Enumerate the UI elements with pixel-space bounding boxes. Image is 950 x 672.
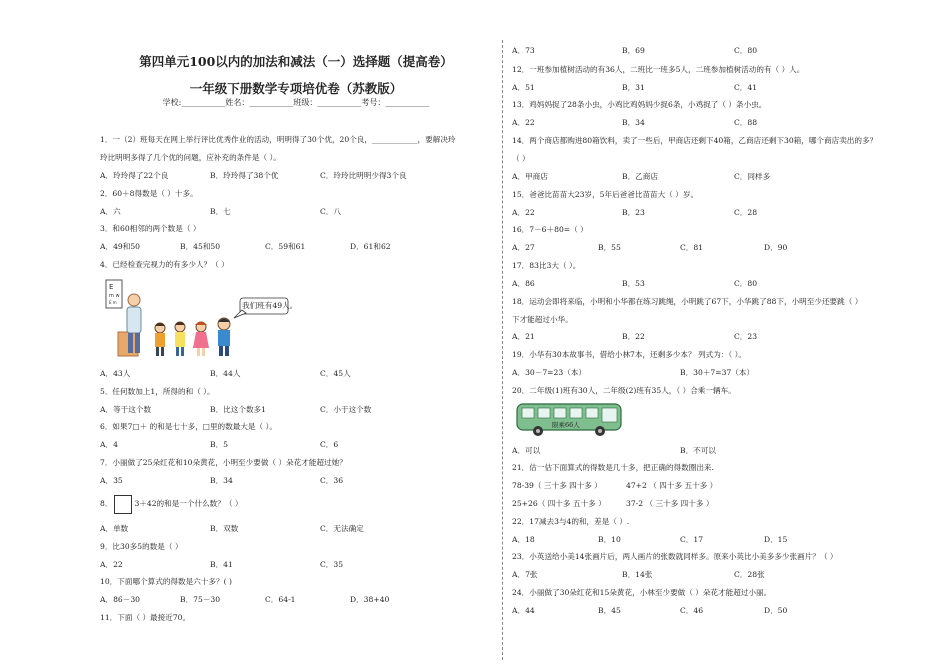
doctor-head	[128, 294, 140, 306]
q10-option-c[interactable]: C．64-1	[265, 595, 296, 604]
q8-text: 3＋42的和是一个什么数？（ ）	[134, 499, 243, 508]
question-2: 2．60＋8得数是（ ）十多。	[100, 189, 198, 198]
q4-option-b[interactable]: B．44人	[210, 369, 241, 378]
q12-option-c[interactable]: C．41	[734, 83, 758, 92]
q8-option-c[interactable]: C．无法确定	[320, 524, 364, 533]
question-18-line-2: 下才能超过小华。	[512, 315, 573, 324]
question-14-line-2: （ ）	[512, 154, 530, 163]
q9-option-a[interactable]: A．22	[100, 560, 123, 569]
q14-option-c[interactable]: C．同样多	[734, 172, 771, 181]
question-1-line-2: 玲比明明多得了几个优的问题，应补充的条件是（ ）。	[100, 153, 281, 162]
q23-option-b[interactable]: B．14张	[622, 570, 653, 579]
q21-row-1-b[interactable]: 47+2 （ 四十多 五十多 ）	[626, 481, 718, 490]
q1-option-a[interactable]: A．玲玲得了22个良	[100, 171, 169, 180]
q10-option-d[interactable]: D．38+40	[350, 595, 390, 604]
eye-test-illustration	[100, 276, 290, 362]
svg-text:E: E	[109, 283, 114, 291]
q8-option-a[interactable]: A．单数	[100, 524, 129, 533]
question-9: 9．比30多5的数是（ ）	[100, 542, 183, 551]
q23-option-c[interactable]: C．28张	[734, 570, 765, 579]
q4-option-a[interactable]: A．43人	[100, 369, 131, 378]
q17-option-c[interactable]: C．80	[734, 279, 758, 288]
q19-option-a[interactable]: A．30－7=23（本）	[512, 368, 586, 377]
q14-option-b[interactable]: B．乙商店	[622, 172, 658, 181]
q3-option-d[interactable]: D．61和62	[350, 242, 391, 251]
q14-option-a[interactable]: A．甲商店	[512, 172, 548, 181]
blank-box[interactable]	[114, 495, 132, 514]
q24-option-b[interactable]: B．45	[598, 606, 621, 615]
q17-option-b[interactable]: B．53	[622, 279, 645, 288]
question-18-line-1: 18．运动会即将来临，小明和小华都在练习跳绳，小明跳了67下，小华跳了88下，小明至少还要跳（ ）	[512, 297, 863, 306]
question-24: 24．小丽做了30朵红花和15朵黄花，小林至少要做（ ）朵花才能超过小丽。	[512, 588, 772, 597]
question-11: 11．下面（ ）最接近70。	[100, 613, 191, 622]
q5-option-b[interactable]: B．比这个数多1	[210, 405, 266, 414]
question-10: 10．下面哪个算式的得数是六十多？( )	[100, 577, 232, 586]
question-22: 22．17减去3与4的和，差是（ ）.	[512, 517, 630, 526]
q15-option-b[interactable]: B．23	[622, 208, 645, 217]
q7-option-c[interactable]: C．36	[320, 476, 344, 485]
q18-option-c[interactable]: C．23	[734, 332, 758, 341]
q18-option-b[interactable]: B．22	[622, 332, 645, 341]
page-title: 第四单元100以内的加法和减法（一）选择题（提高卷）	[139, 54, 453, 69]
q13-option-c[interactable]: C．88	[734, 118, 758, 127]
q15-option-a[interactable]: A．22	[512, 208, 535, 217]
q12-option-a[interactable]: A．51	[512, 83, 535, 92]
question-21: 21．估一估下面算式的得数是几十多，把正确的得数圈出来.	[512, 463, 714, 472]
q20-option-b[interactable]: B．不可以	[680, 446, 716, 455]
question-20: 20．二年级(1)班有30人，二年级(2)班有35人，（ ）合乘一辆车。	[512, 386, 736, 395]
q5-option-c[interactable]: C．小于这个数	[320, 405, 372, 414]
q22-option-c[interactable]: C．17	[680, 535, 704, 544]
question-1-line-1: 1．一（2）班每天在网上举行评比优秀作业的活动，明明得了30个优，20个良，____________，要解决玲	[100, 135, 456, 144]
q6-option-a[interactable]: A．4	[100, 440, 118, 449]
speech-bubble-text: 我们班有49人。	[242, 301, 298, 310]
q12-option-b[interactable]: B．31	[622, 83, 645, 92]
right-page	[512, 0, 912, 672]
q20-option-a[interactable]: A．可以	[512, 446, 541, 455]
q15-option-c[interactable]: C．28	[734, 208, 758, 217]
q16-option-a[interactable]: A．27	[512, 243, 535, 252]
q9-option-b[interactable]: B．41	[210, 560, 233, 569]
q10-option-a[interactable]: A．86－30	[100, 595, 140, 604]
question-4: 4．已经检查完视力的有多少人？（ ）	[100, 260, 229, 269]
q22-option-a[interactable]: A．18	[512, 535, 535, 544]
question-17: 17．83比3大（ ）。	[512, 261, 581, 270]
q3-option-c[interactable]: C．59和61	[265, 242, 306, 251]
question-19: 19．小华有30本故事书，借给小林7本，还剩多少本？ 列式为：（ ）。	[512, 350, 747, 359]
q13-option-a[interactable]: A．22	[512, 118, 535, 127]
q2-option-b[interactable]: B．七	[210, 207, 231, 216]
q4-option-c[interactable]: C．45人	[320, 369, 351, 378]
q23-option-a[interactable]: A．7张	[512, 570, 538, 579]
question-5: 5．任何数加上1，所得的和（ ）。	[100, 387, 215, 396]
question-16: 16．7－6＋80=（ ）	[512, 225, 588, 234]
question-3: 3．和60相邻的两个数是（ ）	[100, 224, 201, 233]
q17-option-a[interactable]: A．86	[512, 279, 535, 288]
q24-option-d[interactable]: D．50	[764, 606, 788, 615]
question-7: 7．小丽做了25朵红花和10朵黄花，小明至少要做（ ）朵花才能超过她？	[100, 458, 347, 467]
q7-option-b[interactable]: B．34	[210, 476, 233, 485]
question-13: 13．鸡妈妈捉了28条小虫，小鸡比鸡妈妈少捉6条，小鸡捉了（ ）条小虫。	[512, 100, 767, 109]
q24-option-a[interactable]: A．44	[512, 606, 535, 615]
q21-row-1-a[interactable]: 78-39（ 三十多 四十多 ）	[512, 481, 602, 490]
q1-option-b[interactable]: B．玲玲得了38个优	[210, 171, 279, 180]
q6-option-b[interactable]: B．5	[210, 440, 229, 449]
q11-option-a[interactable]: A．73	[512, 46, 535, 55]
page-divider	[502, 40, 503, 660]
q6-option-c[interactable]: C．6	[320, 440, 339, 449]
q19-option-b[interactable]: B．30＋7=37（本）	[680, 368, 755, 377]
q9-option-c[interactable]: C．35	[320, 560, 344, 569]
q24-option-c[interactable]: C．46	[680, 606, 704, 615]
svg-text:m w: m w	[109, 293, 120, 299]
q21-row-2-a[interactable]: 25+26（ 四十多 五十多 ）	[512, 499, 606, 508]
question-12: 12．一班参加植树活动的有36人，二班比一班多5人，二班参加植树活动的有（ ）人。	[512, 65, 805, 74]
q11-option-b[interactable]: B．69	[622, 46, 645, 55]
q16-option-d[interactable]: D．90	[764, 243, 788, 252]
left-page	[96, 0, 496, 672]
q3-option-a[interactable]: A．49和50	[100, 242, 140, 251]
q11-option-c[interactable]: C．80	[734, 46, 758, 55]
q16-option-c[interactable]: C．81	[680, 243, 704, 252]
question-8	[100, 494, 242, 514]
page-subtitle: 一年级下册数学专项培优卷（苏教版）	[189, 81, 403, 96]
bus-capacity-label: 限乘66人	[552, 421, 580, 429]
question-14-line-1: 14．两个商店都购进80箱饮料，卖了一些后，甲商店还剩下40箱，乙商店还剩下30箱，哪个商店卖出的多？	[512, 136, 878, 145]
student-info-line: 学校:___________姓名：___________班级：___________考号：___________	[162, 98, 430, 107]
q8-label: 8．	[100, 499, 113, 508]
q22-option-b[interactable]: B．10	[598, 535, 621, 544]
q18-option-a[interactable]: A．21	[512, 332, 535, 341]
q22-option-d[interactable]: D．15	[764, 535, 788, 544]
question-23: 23．小英送给小美14张画片后，两人画片的张数就同样多。原来小英比小美多多少张画片？（ ）	[512, 552, 838, 561]
q16-option-b[interactable]: B．55	[598, 243, 621, 252]
q2-option-c[interactable]: C．八	[320, 207, 341, 216]
q13-option-b[interactable]: B．34	[622, 118, 645, 127]
doctor-body	[127, 307, 141, 333]
question-6: 6．如果7□＋ 的和是七十多，□里的数最大是（ ）。	[100, 422, 277, 431]
question-15: 15．爸爸比苗苗大23岁，5年后爸爸比苗苗大（ ）岁。	[512, 190, 699, 199]
svg-text:E m: E m	[109, 300, 117, 305]
q3-option-b[interactable]: B．45和50	[180, 242, 221, 251]
q21-row-2-b[interactable]: 37-2 （ 三十多 四十多 ）	[626, 499, 714, 508]
q7-option-a[interactable]: A．35	[100, 476, 123, 485]
q8-option-b[interactable]: B．双数	[210, 524, 239, 533]
q2-option-a[interactable]: A．六	[100, 207, 121, 216]
q10-option-b[interactable]: B．75－30	[180, 595, 221, 604]
q1-option-c[interactable]: C．玲玲比明明少得3个良	[320, 171, 407, 180]
q5-option-a[interactable]: A．等于这个数	[100, 405, 152, 414]
